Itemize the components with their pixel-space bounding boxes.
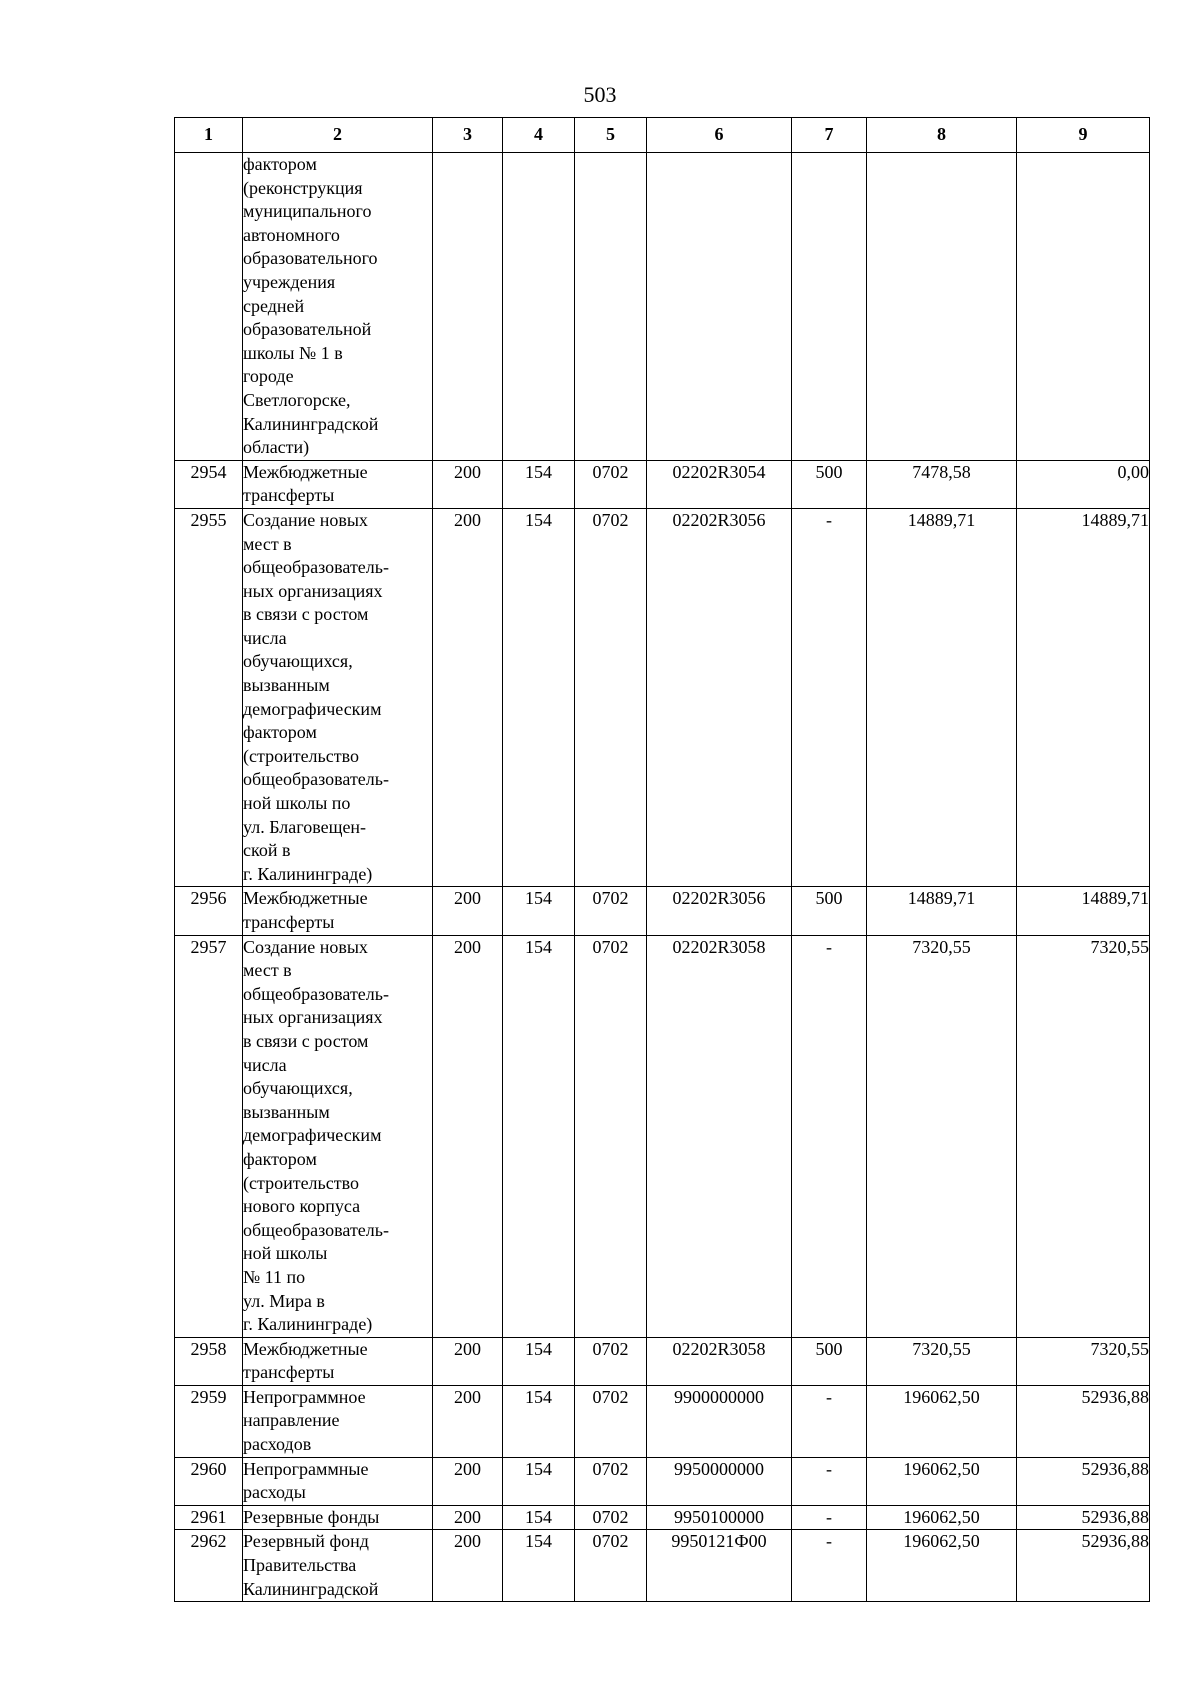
row-name: Межбюджетные трансферты (243, 460, 433, 508)
cell-col9: 14889,71 (1017, 887, 1150, 935)
column-header: 7 (792, 118, 867, 153)
table-row (175, 935, 1150, 1337)
cell-col4: 154 (503, 460, 575, 508)
table-row (175, 508, 1150, 887)
cell-col4: 154 (503, 1337, 575, 1385)
cell-col9: 0,00 (1017, 460, 1150, 508)
cell-col6 (647, 153, 792, 461)
cell-col7: - (792, 935, 867, 1337)
cell-col5 (575, 153, 647, 461)
cell-col6: 02202R3054 (647, 460, 792, 508)
cell-col5: 0702 (575, 887, 647, 935)
cell-col7: - (792, 1530, 867, 1602)
cell-col5: 0702 (575, 1505, 647, 1530)
table-row (175, 1457, 1150, 1505)
page-number: 503 (583, 82, 617, 107)
cell-col8: 14889,71 (867, 508, 1017, 887)
cell-col4: 154 (503, 1457, 575, 1505)
budget-table (174, 117, 1150, 1602)
cell-col5: 0702 (575, 1337, 647, 1385)
cell-col3: 200 (433, 887, 503, 935)
cell-col8 (867, 153, 1017, 461)
table-row (175, 460, 1150, 508)
cell-col9: 52936,88 (1017, 1505, 1150, 1530)
row-number: 2961 (175, 1505, 243, 1530)
row-number: 2960 (175, 1457, 243, 1505)
table-row (175, 153, 1150, 461)
row-name: Межбюджетные трансферты (243, 887, 433, 935)
cell-col9: 52936,88 (1017, 1457, 1150, 1505)
row-name: фактором (реконструкция муниципального автономного образовательного учреждения средней образовательной школы № 1 в городе Светлогорске, Калининградской области) (243, 153, 433, 461)
column-header: 8 (867, 118, 1017, 153)
row-number: 2962 (175, 1530, 243, 1602)
row-number: 2958 (175, 1337, 243, 1385)
cell-col5: 0702 (575, 1457, 647, 1505)
column-header: 1 (175, 118, 243, 153)
column-header: 4 (503, 118, 575, 153)
cell-col6: 02202R3056 (647, 508, 792, 887)
row-number: 2959 (175, 1385, 243, 1457)
row-name: Резервный фонд Правительства Калининградской (243, 1530, 433, 1602)
cell-col6: 02202R3058 (647, 935, 792, 1337)
cell-col7: - (792, 1457, 867, 1505)
cell-col3: 200 (433, 1457, 503, 1505)
column-header: 3 (433, 118, 503, 153)
cell-col4: 154 (503, 887, 575, 935)
table-row (175, 1505, 1150, 1530)
cell-col3: 200 (433, 1530, 503, 1602)
row-number: 2956 (175, 887, 243, 935)
cell-col3: 200 (433, 508, 503, 887)
table-row (175, 1530, 1150, 1602)
cell-col6: 02202R3058 (647, 1337, 792, 1385)
cell-col5: 0702 (575, 1530, 647, 1602)
cell-col8: 196062,50 (867, 1457, 1017, 1505)
cell-col8: 7320,55 (867, 935, 1017, 1337)
cell-col8: 196062,50 (867, 1505, 1017, 1530)
row-name: Резервные фонды (243, 1505, 433, 1530)
cell-col5: 0702 (575, 935, 647, 1337)
column-header: 5 (575, 118, 647, 153)
cell-col9: 7320,55 (1017, 935, 1150, 1337)
row-number (175, 153, 243, 461)
column-header: 2 (243, 118, 433, 153)
cell-col3 (433, 153, 503, 461)
cell-col7: 500 (792, 887, 867, 935)
cell-col8: 14889,71 (867, 887, 1017, 935)
cell-col7 (792, 153, 867, 461)
cell-col9: 14889,71 (1017, 508, 1150, 887)
cell-col7: - (792, 508, 867, 887)
cell-col6: 9900000000 (647, 1385, 792, 1457)
cell-col8: 196062,50 (867, 1385, 1017, 1457)
row-number: 2955 (175, 508, 243, 887)
cell-col8: 196062,50 (867, 1530, 1017, 1602)
cell-col5: 0702 (575, 460, 647, 508)
cell-col7: 500 (792, 460, 867, 508)
table-row (175, 887, 1150, 935)
cell-col4: 154 (503, 1385, 575, 1457)
cell-col4: 154 (503, 935, 575, 1337)
row-name: Создание новых мест в общеобразователь- ных организациях в связи с ростом числа обучающихся, вызванным демографическим фактором (строительство нового корпуса общеобразователь- ной школы № 11 по ул. Мира в г. Калининграде) (243, 935, 433, 1337)
cell-col9: 7320,55 (1017, 1337, 1150, 1385)
cell-col8: 7478,58 (867, 460, 1017, 508)
table-header-row (175, 118, 1150, 153)
cell-col6: 02202R3056 (647, 887, 792, 935)
cell-col9: 52936,88 (1017, 1385, 1150, 1457)
cell-col9: 52936,88 (1017, 1530, 1150, 1602)
row-name: Межбюджетные трансферты (243, 1337, 433, 1385)
cell-col4: 154 (503, 508, 575, 887)
cell-col7: - (792, 1505, 867, 1530)
table-row (175, 1337, 1150, 1385)
cell-col8: 7320,55 (867, 1337, 1017, 1385)
cell-col3: 200 (433, 1337, 503, 1385)
row-number: 2957 (175, 935, 243, 1337)
table-row (175, 1385, 1150, 1457)
cell-col9 (1017, 153, 1150, 461)
row-name: Непрограммные расходы (243, 1457, 433, 1505)
cell-col5: 0702 (575, 508, 647, 887)
cell-col5: 0702 (575, 1385, 647, 1457)
cell-col4 (503, 153, 575, 461)
cell-col3: 200 (433, 1505, 503, 1530)
cell-col3: 200 (433, 935, 503, 1337)
row-name: Создание новых мест в общеобразователь- ных организациях в связи с ростом числа обучающихся, вызванным демографическим фактором (строительство общеобразователь- ной школы по ул. Благовещен- ской в г. Калининграде) (243, 508, 433, 887)
cell-col6: 9950100000 (647, 1505, 792, 1530)
cell-col6: 9950121Ф00 (647, 1530, 792, 1602)
row-name: Непрограммное направление расходов (243, 1385, 433, 1457)
column-header: 6 (647, 118, 792, 153)
cell-col4: 154 (503, 1505, 575, 1530)
row-number: 2954 (175, 460, 243, 508)
cell-col3: 200 (433, 1385, 503, 1457)
cell-col3: 200 (433, 460, 503, 508)
column-header: 9 (1017, 118, 1150, 153)
cell-col6: 9950000000 (647, 1457, 792, 1505)
cell-col4: 154 (503, 1530, 575, 1602)
cell-col7: 500 (792, 1337, 867, 1385)
cell-col7: - (792, 1385, 867, 1457)
